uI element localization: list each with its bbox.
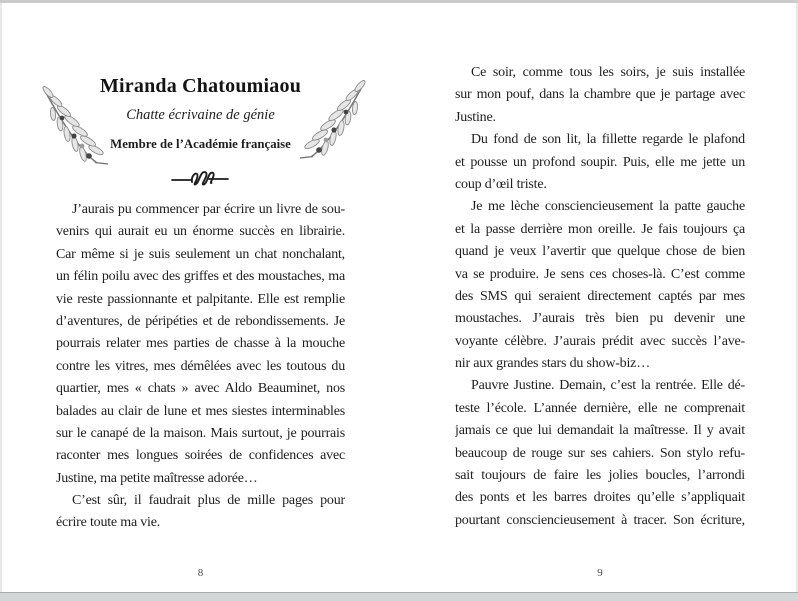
page-number-right: 9: [597, 567, 603, 579]
text-line: sait toujours de faire les jolies boucles, l’arrondi: [455, 468, 745, 484]
text-line: pourtant consciencieusement à tracer. Son écriture,: [455, 512, 745, 528]
text-line: Je me lèche consciencieusement la patte gauche: [471, 199, 745, 215]
text-line: sur le canapé de la maison. Mais surtout, je pourrais: [56, 425, 345, 441]
text-line: jamais ce que lui demandait la maîtresse. Il y avait: [455, 423, 745, 439]
text-line: quand je veux l’avertir que quelque chose de bien: [455, 244, 745, 260]
text-line: pourrais relater mes parties de chasse à la mouche: [56, 336, 345, 352]
rope-twist-divider-icon: [171, 169, 229, 189]
book-affiliation: Membre de l’Académie française: [110, 137, 291, 151]
text-line: venirs qui aurait eu un énorme succès en librairie.: [56, 224, 345, 240]
text-line: un félin poilu avec des griffes et des moustaches, ma: [56, 269, 345, 285]
text-line: des ponts et les barres droites qu’elle s’appliquait: [455, 490, 745, 506]
text-line: voyante célèbre. J’aurais prédit avec succès l’ave-: [455, 333, 745, 349]
text-line: coup d’œil triste.: [455, 176, 547, 192]
text-line: contre les vitres, mes démêlées avec les toutous du: [56, 358, 345, 374]
text-line: beaucoup de rouge sur ses cahiers. Son stylo refu-: [455, 445, 745, 461]
text-line: d’aventures, de péripéties et de rebondissements. Je: [56, 313, 345, 329]
book-title: Miranda Chatoumiaou: [99, 75, 302, 97]
book-subtitle: Chatte écrivaine de génie: [126, 107, 275, 123]
text-line: sur mon pouf, dans la chambre que je partage avec: [455, 87, 745, 103]
text-line: J’aurais pu commencer par écrire un livre de sou-: [72, 202, 345, 217]
screen-top-edge: [0, 0, 798, 3]
page-left-text: [56, 199, 345, 535]
text-line: Justine, ma petite maîtresse adorée…: [56, 470, 258, 486]
screen-left-edge: [0, 3, 2, 592]
text-line: vie reste passionnante et palpitante. Elle est remplie: [56, 291, 345, 307]
text-line: quartier, mes « chats » avec Aldo Beauminet, nos: [56, 381, 345, 397]
page-right-text: [455, 62, 745, 532]
text-line: raconter mes longues soirées de confidences avec: [56, 448, 345, 464]
text-line: Du fond de son lit, la fillette regarde le plafond: [471, 132, 745, 148]
text-line: écrire toute ma vie.: [56, 515, 161, 531]
text-line: moustaches. J’aurais très bien pu devenir une: [455, 311, 745, 327]
text-line: et la passe derrière mon oreille. Je fais toujours ça: [455, 221, 745, 237]
text-line: nir aux grandes stars du show-biz…: [455, 356, 650, 372]
page-number-left: 8: [197, 567, 204, 579]
text-line: Justine.: [455, 109, 496, 125]
text-line: Ce soir, comme tous les soirs, je suis installée: [471, 65, 745, 80]
text-line: va se produire. Je sens ces choses-là. C’est comme: [455, 266, 745, 282]
text-line: Pauvre Justine. Demain, c’est la rentrée. Elle dé-: [471, 378, 745, 394]
text-line: Car même si je suis seulement un chat nonchalant,: [56, 246, 345, 262]
text-line: et pousse un profond soupir. Puis, elle me jette un: [455, 154, 745, 170]
text-line: des SMS qui seraient directement captés par mes: [455, 288, 745, 304]
screen-bottom-bar: [0, 592, 798, 601]
text-line: teste l’école. L’année dernière, elle ne comprenait: [455, 400, 745, 416]
text-line: balades au clair de lune et mes siestes interminables: [56, 403, 345, 419]
text-line: C’est sûr, il faudrait plus de mille pages pour: [72, 493, 345, 509]
